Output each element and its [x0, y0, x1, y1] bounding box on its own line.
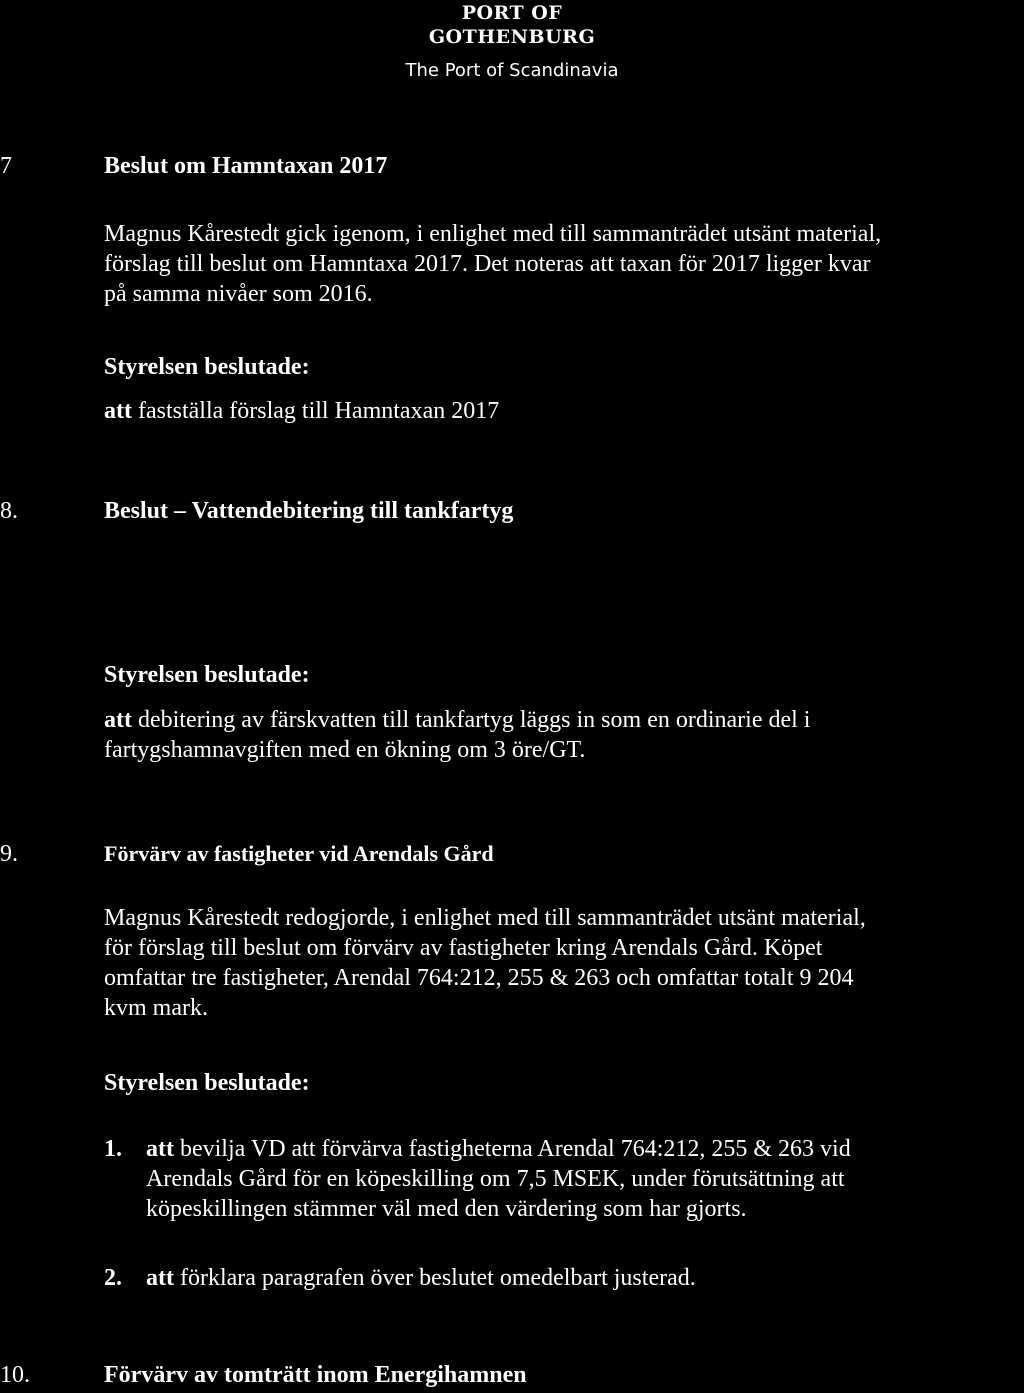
- att-keyword: att: [146, 1136, 174, 1162]
- section-9-number: 9.: [0, 841, 18, 867]
- att-keyword: att: [146, 1265, 174, 1291]
- section-7-decision: [104, 396, 1024, 426]
- section-8-decision-label: Styrelsen beslutade:: [104, 662, 310, 688]
- list-item-text: köpeskillingen stämmer väl med den värdering som har gjorts.: [146, 1196, 747, 1222]
- body-line: Magnus Kårestedt gick igenom, i enlighet med till sammanträdet utsänt material,: [104, 221, 882, 247]
- att-keyword: att: [104, 707, 132, 733]
- list-item-text: förklara paragrafen över beslutet omedelbart justerad.: [179, 1265, 696, 1291]
- body-line: kvm mark.: [104, 995, 208, 1021]
- decision-text: fartygshamnavgiften med en ökning om 3 öre/GT.: [104, 737, 586, 763]
- att-keyword: att: [104, 398, 132, 424]
- body-line: på samma nivåer som 2016.: [104, 281, 373, 307]
- body-line: för förslag till beslut om förvärv av fastigheter kring Arendals Gård. Köpet: [104, 935, 823, 961]
- list-item-2-number: 2.: [104, 1265, 122, 1291]
- section-9-decision-label: Styrelsen beslutade:: [104, 1070, 310, 1096]
- list-item-text: Arendals Gård för en köpeskilling om 7,5 MSEK, under förutsättning att: [146, 1166, 845, 1192]
- section-7-number: 7: [0, 153, 12, 179]
- section-8-number: 8.: [0, 498, 18, 524]
- list-item-1-number: 1.: [104, 1136, 122, 1162]
- tagline: The Port of Scandinavia: [405, 60, 619, 81]
- section-8-decision: [104, 705, 1024, 765]
- section-7-decision-label: Styrelsen beslutade:: [104, 354, 310, 380]
- body-line: omfattar tre fastigheter, Arendal 764:212, 255 & 263 och omfattar totalt 9 204: [104, 965, 854, 991]
- list-item-2: [146, 1263, 1024, 1293]
- section-10-number: 10.: [0, 1362, 30, 1388]
- section-7-body: [104, 219, 1024, 309]
- logo-text-line1: PORT OF: [461, 2, 563, 24]
- list-item-1: [146, 1134, 1024, 1224]
- section-10-title: Förvärv av tomträtt inom Energihamnen: [104, 1362, 527, 1388]
- decision-text: fastställa förslag till Hamntaxan 2017: [137, 398, 500, 424]
- section-8-title: Beslut – Vattendebitering till tankfartyg: [104, 498, 514, 524]
- decision-text: debitering av färskvatten till tankfartyg läggs in som en ordinarie del i: [137, 707, 811, 733]
- list-item-text: bevilja VD att förvärva fastigheterna Arendal 764:212, 255 & 263 vid: [179, 1136, 851, 1162]
- section-9-title: Förvärv av fastigheter vid Arendals Gård: [104, 841, 494, 866]
- body-line: förslag till beslut om Hamntaxa 2017. Det noteras att taxan för 2017 ligger kvar: [104, 251, 871, 277]
- logo-text-line2: GOTHENBURG: [428, 26, 596, 48]
- section-9-body: [104, 903, 1024, 1023]
- body-line: Magnus Kårestedt redogjorde, i enlighet med till sammanträdet utsänt material,: [104, 905, 866, 931]
- section-7-title: Beslut om Hamntaxan 2017: [104, 153, 388, 179]
